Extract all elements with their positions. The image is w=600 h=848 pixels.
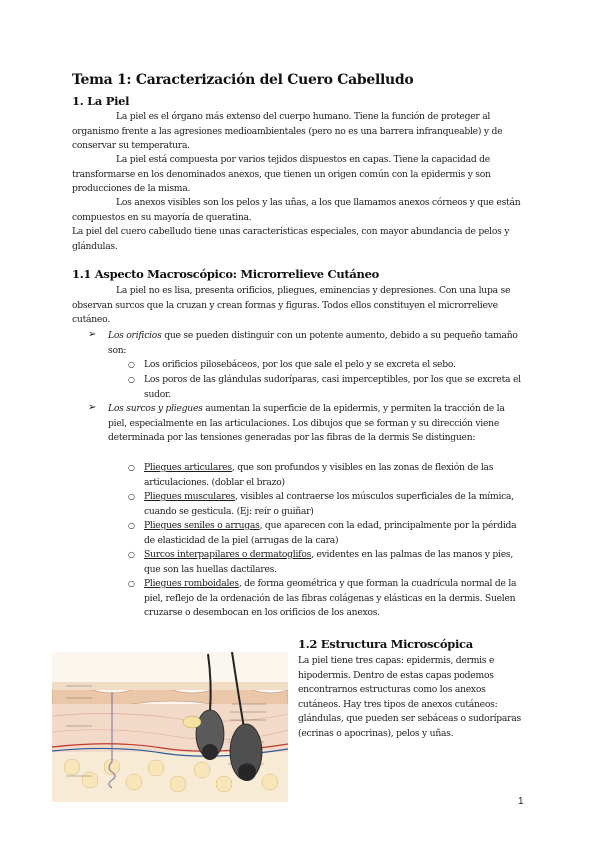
circle-bullet-icon: ○ [128, 521, 135, 530]
paragraph: La piel del cuero cabelludo tiene unas características especiales, con mayor abundancia de pelos y glándulas. [72, 226, 510, 252]
circle-bullet-icon: ○ [128, 492, 135, 501]
circle-bullet-icon: ○ [128, 579, 135, 588]
paragraph: La piel es el órgano más extenso del cuerpo humano. Tiene la función de proteger al organismo frente a las agresiones medioambientales (pero no es una barrera infranqueable) y de conservar su temperatura. [72, 111, 503, 152]
sub-bullet [128, 490, 524, 519]
term-underlined: Pliegues musculares [144, 491, 235, 502]
term-underlined: Pliegues romboidales [144, 578, 239, 589]
sub-bullet-text: , visibles al contraerse los músculos superficiales de la mímica, cuando se gesticula. (Ej: reír o guiñar) [144, 491, 514, 517]
paragraph: La piel tiene tres capas: epidermis, dermis e hipodermis. Dentro de estas capas podemos encontrarnos estructuras como los anexos cutáneos. Hay tres tipos de anexos cutáneos: glándulas, que pueden ser sebáceas o sudoríparas (ecrinas o apocrinas), pelos y uñas. [298, 655, 521, 739]
page-title: Tema 1: Caracterización del Cuero Cabelludo [72, 72, 414, 88]
page-number: 1 [518, 796, 524, 807]
paragraph: La piel no es lisa, presenta orificios, pliegues, eminencias y depresiones. Con una lupa se observan surcos que la cruzan y crean formas y figuras. Todos ellos constituyen el microrrelieve cutáneo. [72, 285, 511, 326]
sub-bullet [128, 519, 524, 548]
bullet-text: que se pueden distinguir con un potente aumento, debido a su pequeño tamaño son: [108, 330, 518, 356]
paragraph: Los anexos visibles son los pelos y las uñas, a los que llamamos anexos córneos y que están compuestos en su mayoría de queratina. [72, 197, 521, 223]
sub-bullet [128, 373, 524, 402]
sub-bullet [128, 358, 524, 373]
skin-cross-section-illustration [52, 652, 288, 802]
arrow-bullet-icon: ➢ [88, 402, 97, 413]
section-heading-la-piel: 1. La Piel [72, 94, 130, 108]
term-underlined: Pliegues seniles o arrugas [144, 520, 260, 531]
term-underlined: Pliegues articulares [144, 462, 232, 473]
term-surcos: Los surcos y pliegues [108, 403, 203, 414]
section-heading-estructura: 1.2 Estructura Microscópica [298, 637, 473, 651]
circle-bullet-icon: ○ [128, 463, 135, 472]
circle-bullet-icon: ○ [128, 375, 135, 384]
sub-bullet [128, 577, 524, 621]
sub-bullet-text: , evidentes en las palmas de las manos y pies, que son las huellas dactilares. [144, 549, 514, 575]
sub-bullet [128, 461, 524, 490]
term-underlined: Surcos interpapilares o dermatoglifos [144, 549, 312, 560]
bullet-orificios [88, 329, 524, 358]
sub-bullet-text: , que aparecen con la edad, principalmente por la pérdida de elasticidad de la piel (arrugas de la cara) [144, 520, 517, 546]
bullet-text: aumentan la superficie de la epidermis, y permiten la tracción de la piel, especialmente en las articulaciones. Los dibujos que se forman y su dirección viene determinada por las tensiones generadas por las fibras de la dermis Se distinguen: [108, 403, 505, 444]
paragraph: La piel está compuesta por varios tejidos dispuestos en capas. Tiene la capacidad de transformarse en los denominados anexos, que tienen un origen común con la epidermis y son producciones de la misma. [72, 154, 491, 195]
bullet-surcos [88, 402, 524, 446]
circle-bullet-icon: ○ [128, 550, 135, 559]
sub-bullet [128, 548, 524, 577]
sub-bullet-text: , de forma geométrica y que forman la cuadrícula normal de la piel, reflejo de la ordenación de las fibras colágenas y elásticas en la dermis. Suelen cruzarse o desembocan en los orificios de los anexos. [144, 578, 517, 619]
circle-bullet-icon: ○ [128, 360, 135, 369]
sub-bullet-text: Los orificios pilosebáceos, por los que sale el pelo y se excreta el sebo. [144, 359, 456, 370]
section-heading-microrrelieve: 1.1 Aspecto Macroscópico: Microrrelieve Cutáneo [72, 267, 379, 281]
arrow-bullet-icon: ➢ [88, 329, 97, 340]
term-orificios: Los orificios [108, 330, 162, 341]
sub-bullet-text: Los poros de las glándulas sudoríparas, casi imperceptibles, por los que se excreta el sudor. [144, 374, 521, 400]
sub-bullet-text: , que son profundos y visibles en las zonas de flexión de las articulaciones. (doblar el brazo) [144, 462, 494, 488]
